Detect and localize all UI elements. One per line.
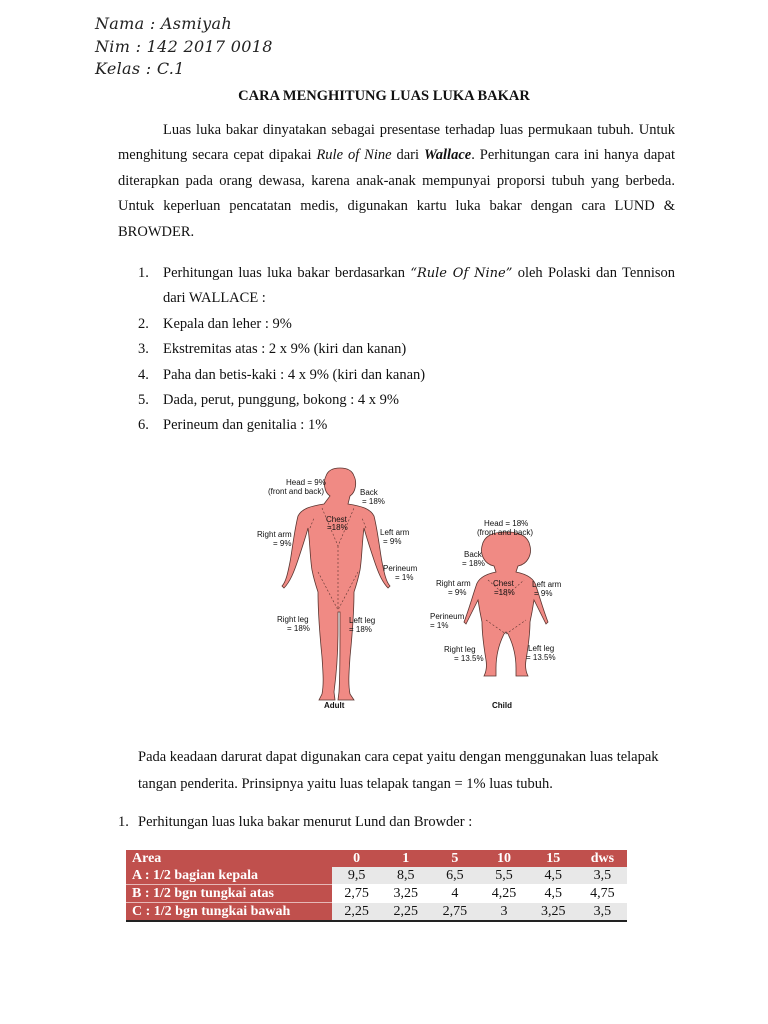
adult-back-label: Back = 18% — [360, 488, 385, 506]
student-nim: Nim : 142 2017 0018 — [95, 37, 273, 56]
table-cell: 4,5 — [529, 867, 578, 885]
table-header-cell: Area — [126, 850, 332, 867]
table-header-cell: 5 — [430, 850, 479, 867]
table-header-cell: 0 — [332, 850, 381, 867]
table-cell: 2,75 — [430, 903, 479, 922]
child-head-label: Head = 18% (front and back) — [477, 519, 534, 537]
rule-of-nine-term: Rule of Nine — [316, 147, 392, 164]
table-cell: 4,25 — [479, 885, 528, 903]
child-chest-label: Chest =18% — [493, 579, 515, 597]
emergency-paragraph: Pada keadaan darurat dapat digunakan cara cepat yaitu dengan menggunakan luas telapak tangan penderita. Prinsipnya yaitu luas telapak tangan = 1% luas tubuh. — [138, 749, 659, 792]
document-title: CARA MENGHITUNG LUAS LUKA BAKAR — [238, 88, 530, 104]
child-caption: Child — [492, 701, 512, 710]
child-left-arm-label: Left arm = 9% — [532, 580, 562, 598]
table-cell: 3,25 — [381, 885, 430, 903]
rule-of-nine-list — [138, 261, 675, 439]
table-header-cell: dws — [578, 850, 627, 867]
adult-perineum-label: Perineum = 1% — [383, 564, 418, 582]
table-cell: 8,5 — [381, 867, 430, 885]
adult-chest-label: Chest =18% — [326, 515, 348, 532]
table-cell: C : 1/2 bgn tungkai bawah — [126, 903, 332, 922]
child-right-leg-label: Right leg = 13.5% — [444, 645, 484, 663]
adult-left-leg-label: Left leg = 18% — [349, 616, 376, 634]
table-cell: B : 1/2 bgn tungkai atas — [126, 885, 332, 903]
student-class: Kelas : C.1 — [95, 59, 185, 78]
table-cell: 6,5 — [430, 867, 479, 885]
table-cell: 3 — [479, 903, 528, 922]
table-header-cell: 1 — [381, 850, 430, 867]
table-cell: 2,25 — [381, 903, 430, 922]
child-back-label: Back = 18% — [462, 550, 485, 568]
adult-left-arm-label: Left arm = 9% — [380, 528, 410, 546]
child-perineum-label: Perineum = 1% — [430, 612, 465, 630]
rule-of-nine-figure — [250, 462, 568, 720]
table-cell: 4,5 — [529, 885, 578, 903]
list-item: 3. Ekstremitas atas : 2 x 9% (kiri dan kanan) — [138, 341, 407, 358]
table-row — [126, 885, 627, 903]
table-cell: 4 — [430, 885, 479, 903]
table-header-cell: 10 — [479, 850, 528, 867]
table-cell: 5,5 — [479, 867, 528, 885]
adult-head-label: Head = 9% (front and back) — [268, 478, 326, 496]
table-cell: 3,5 — [578, 903, 627, 922]
list-item: 5. Dada, perut, punggung, bokong : 4 x 9% — [138, 392, 399, 409]
list-item: 4. Paha dan betis-kaki : 4 x 9% (kiri dan kanan) — [138, 366, 426, 383]
table-cell: A : 1/2 bagian kepala — [126, 867, 332, 885]
table-cell: 2,25 — [332, 903, 381, 922]
student-name: Nama : Asmiyah — [95, 14, 232, 33]
list-item: 2. Kepala dan leher : 9% — [138, 315, 292, 332]
table-header-cell: 15 — [529, 850, 578, 867]
lund-browder-table — [126, 850, 627, 922]
adult-right-arm-label: Right arm = 9% — [257, 530, 292, 548]
table-cell: 9,5 — [332, 867, 381, 885]
table-row — [126, 903, 627, 922]
list-item: 6. Perineum dan genitalia : 1% — [138, 417, 328, 434]
table-row — [126, 867, 627, 885]
table-cell: 4,75 — [578, 885, 627, 903]
list-item: 1. Perhitungan luas luka bakar berdasarkan “Rule Of Nine” oleh Polaski dan Tennison dari WALLACE : — [138, 265, 676, 307]
child-left-leg-label: Left leg = 13.5% — [526, 644, 556, 662]
adult-right-leg-label: Right leg = 18% — [277, 615, 310, 633]
table-cell: 2,75 — [332, 885, 381, 903]
child-right-arm-label: Right arm = 9% — [436, 579, 471, 597]
lund-browder-item: 1. Perhitungan luas luka bakar menurut Lund dan Browder : — [118, 814, 473, 830]
intro-paragraph: Luas luka bakar dinyatakan sebagai presentase terhadap luas permukaan tubuh. Untuk menghitung secara cepat dipakai Rule of Nine dari Wallace. Perhitungan cara ini hanya dapat diterapkan pada orang dewasa, karena anak-anak mempunyai proporsi tubuh yang berbeda. Untuk keperluan pencatatan medis, digunakan kartu luka bakar dengan cara LUND & BROWDER. — [118, 122, 675, 240]
table-cell: 3,5 — [578, 867, 627, 885]
wallace-term: Wallace — [423, 147, 472, 164]
table-header-row — [126, 850, 627, 867]
adult-caption: Adult — [324, 701, 345, 710]
table-cell: 3,25 — [529, 903, 578, 922]
